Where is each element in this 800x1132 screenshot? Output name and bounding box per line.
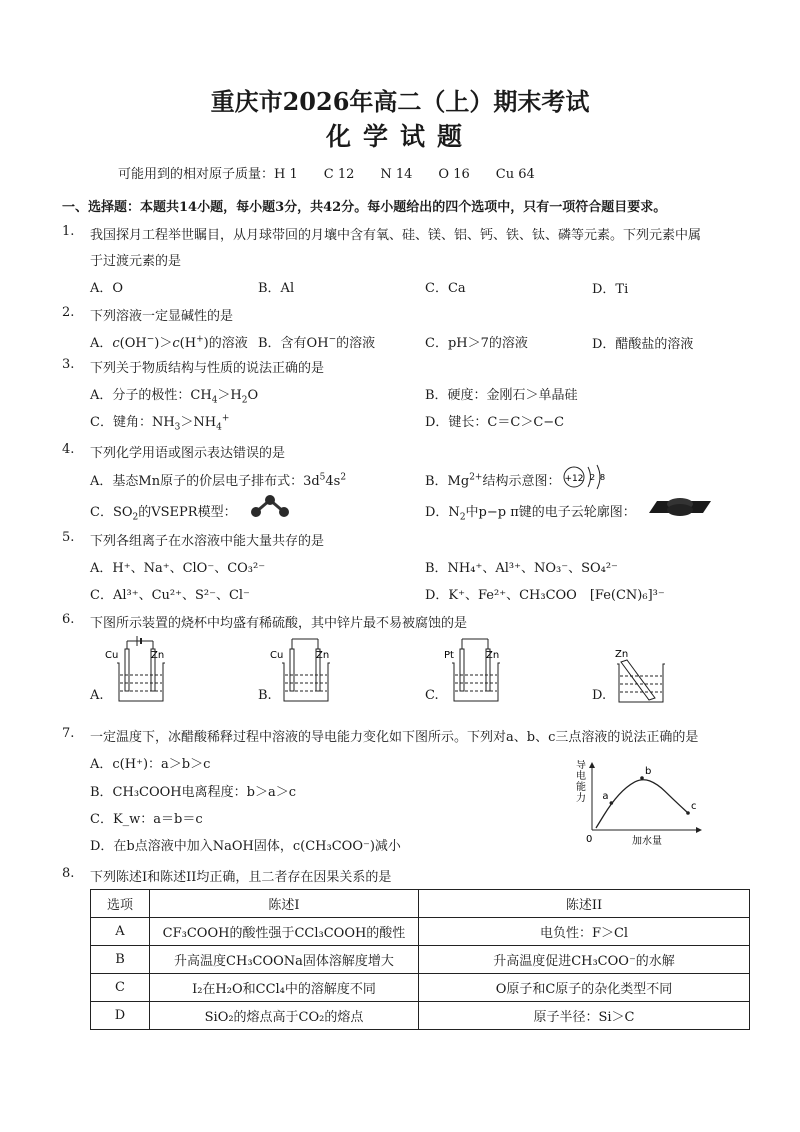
row-option: C — [91, 974, 150, 1002]
q2-number: 2. — [62, 305, 75, 320]
electrode-pt-label: Pt — [444, 650, 454, 661]
header-statement-1: 陈述I — [150, 890, 419, 918]
q3-number: 3. — [62, 357, 75, 372]
q8-number: 8. — [62, 866, 75, 881]
table-header-row — [91, 890, 750, 918]
q5-number: 5. — [62, 530, 75, 545]
q7-option-b: B．CH₃COOH电离程度：b＞a＞c — [90, 785, 297, 800]
q6-option-c-label: C. — [425, 688, 439, 703]
row-statement-1: SiO₂的熔点高于CO₂的熔点 — [150, 1002, 419, 1030]
x-axis-label: 加水量 — [632, 836, 662, 847]
q6-option-a-label: A. — [90, 688, 104, 703]
q4-number: 4. — [62, 442, 75, 457]
point-a — [610, 801, 614, 805]
q3-option-d: D．键长：C＝C＞C−C — [425, 415, 565, 430]
q8-stem: 下列陈述I和陈述II均正确，且二者存在因果关系的是 — [90, 870, 392, 885]
q4-stem: 下列化学用语或图示表达错误的是 — [90, 446, 286, 461]
q5-option-b: B．NH₄⁺、Al³⁺、NO₃⁻、SO₄²⁻ — [425, 561, 618, 576]
so2-vsepr-model-icon — [248, 490, 292, 520]
beaker-c-diagram — [440, 635, 510, 707]
q1-option-b: B．Al — [258, 281, 295, 296]
q5-option-c: C．Al³⁺、Cu²⁺、S²⁻、Cl⁻ — [90, 588, 250, 603]
q2-stem: 下列溶液一定显碱性的是 — [90, 309, 234, 324]
point-label-a: a — [602, 791, 609, 802]
q6-option-b-label: B. — [258, 688, 272, 703]
beaker-a-diagram — [105, 635, 175, 707]
table-row — [91, 1002, 750, 1030]
q3-stem: 下列关于物质结构与性质的说法正确的是 — [90, 361, 325, 376]
q4-option-d: D．$N_2$中p−p π键的电子云轮廓图： — [425, 505, 636, 523]
x-axis-arrow-icon — [696, 827, 702, 833]
q3-option-a: A．分子的极性：$CH_4>H_2O$ — [90, 388, 259, 406]
q1-stem-cont: 于过渡元素的是 — [90, 254, 182, 269]
row-statement-2: 升高温度促进CH₃COO⁻的水解 — [419, 946, 750, 974]
y-label-char: 能 — [576, 782, 586, 793]
header-option: 选项 — [91, 890, 150, 918]
electrode-zn-label: Zn — [615, 649, 629, 660]
pi-bond-electron-cloud-icon — [645, 495, 715, 519]
page-title: 重庆市2026年高二（上）期末考试 — [210, 87, 590, 116]
beaker-b-diagram — [270, 635, 340, 707]
table-row — [91, 946, 750, 974]
q1-option-c: C．Ca — [425, 281, 466, 296]
y-label-char: 导 — [576, 760, 586, 771]
q8-table — [90, 889, 750, 1030]
y-label-char: 电 — [576, 771, 586, 782]
electrode-cu-label: Cu — [270, 650, 284, 661]
q4-option-c: C．$SO_2$的VSEPR模型： — [90, 505, 237, 523]
electrode-zn-label: Zn — [486, 650, 500, 661]
point-c — [686, 811, 690, 815]
point-label-c: c — [691, 801, 697, 812]
y-axis-arrow-icon — [589, 762, 595, 768]
q6-number: 6. — [62, 612, 75, 627]
y-axis-label — [576, 760, 589, 804]
q2-option-d: D．醋酸盐的溶液 — [592, 337, 694, 352]
table-row — [91, 918, 750, 946]
electrode-zn-label: Zn — [316, 650, 330, 661]
header-statement-2: 陈述II — [419, 890, 750, 918]
row-statement-1: I₂在H₂O和CCl₄中的溶解度不同 — [150, 974, 419, 1002]
electrode-zn-label: Zn — [151, 650, 165, 661]
y-label-char: 力 — [576, 793, 586, 804]
beaker-d-diagram — [605, 640, 675, 708]
origin-label: 0 — [586, 834, 593, 845]
q2-option-a: A．c(OH−)＞c(H+)的溶液 — [90, 334, 248, 351]
q7-option-c: C．K_w：a＝b＝c — [90, 812, 203, 827]
conductivity-chart — [570, 760, 710, 852]
mg-shell-2: 8 — [600, 473, 606, 482]
q1-option-d: D．Ti — [592, 282, 629, 297]
row-statement-2: 原子半径：Si＞C — [419, 1002, 750, 1030]
electrode-cu-label: Cu — [105, 650, 119, 661]
point-b — [640, 776, 644, 780]
table-row — [91, 974, 750, 1002]
q2-option-b: B．含有OH−的溶液 — [258, 334, 376, 351]
row-statement-2: O原子和C原子的杂化类型不同 — [419, 974, 750, 1002]
q5-option-a: A．H⁺、Na⁺、ClO⁻、CO₃²⁻ — [90, 561, 266, 576]
q5-option-d: D．K⁺、Fe²⁺、CH₃COO [Fe(CN)₆]³⁻ — [425, 588, 665, 603]
q3-option-b: B．硬度：金刚石＞单晶硅 — [425, 388, 578, 403]
q1-option-a: A．O — [90, 281, 124, 296]
row-statement-1: 升高温度CH₃COONa固体溶解度增大 — [150, 946, 419, 974]
q3-option-c: C．键角：$NH_3>NH_4^+$ — [90, 413, 230, 433]
q6-option-d-label: D. — [592, 688, 607, 703]
row-option: D — [91, 1002, 150, 1030]
point-label-b: b — [645, 766, 652, 777]
q6-stem: 下图所示装置的烧杯中均盛有稀硫酸，其中锌片最不易被腐蚀的是 — [90, 616, 468, 631]
q7-number: 7. — [62, 726, 75, 741]
row-statement-1: CF₃COOH的酸性强于CCl₃COOH的酸性 — [150, 918, 419, 946]
q1-stem: 我国探月工程举世瞩目，从月球带回的月壤中含有氧、硅、镁、铝、钙、铁、钛、磷等元素。下列元素中属 — [90, 228, 702, 243]
mg-ion-structure-diagram — [560, 462, 610, 492]
row-option: B — [91, 946, 150, 974]
q4-option-b: B．$Mg^{2+}$结构示意图： — [425, 472, 561, 489]
section-heading: 一、选择题：本题共14小题，每小题3分，共42分。每小题给出的四个选项中，只有一项符合题目要求。 — [62, 200, 667, 215]
q7-option-d: D．在b点溶液中加入NaOH固体，c(CH₃COO⁻)减小 — [90, 839, 401, 854]
q5-stem: 下列各组离子在水溶液中能大量共存的是 — [90, 534, 325, 549]
q2-option-c: C．pH＞7的溶液 — [425, 336, 528, 351]
mg-nucleus-label: +12 — [564, 474, 584, 484]
q7-stem: 一定温度下，冰醋酸稀释过程中溶液的导电能力变化如下图所示。下列对a、b、c三点溶液的说法正确的是 — [90, 730, 699, 745]
q4-option-a: A．基态Mn原子的价层电子排布式：$3d^54s^2$ — [90, 472, 347, 489]
q7-option-a: A．c(H⁺)：a＞b＞c — [90, 757, 211, 772]
subject-title: 化学试题 — [325, 122, 474, 151]
q1-number: 1. — [62, 224, 75, 239]
atomic-mass-line: 可能用到的相对原子质量：H 1 C 12 N 14 O 16 Cu 64 — [118, 167, 535, 182]
mg-shell-1: 2 — [590, 473, 596, 482]
row-statement-2: 电负性：F＞Cl — [419, 918, 750, 946]
row-option: A — [91, 918, 150, 946]
